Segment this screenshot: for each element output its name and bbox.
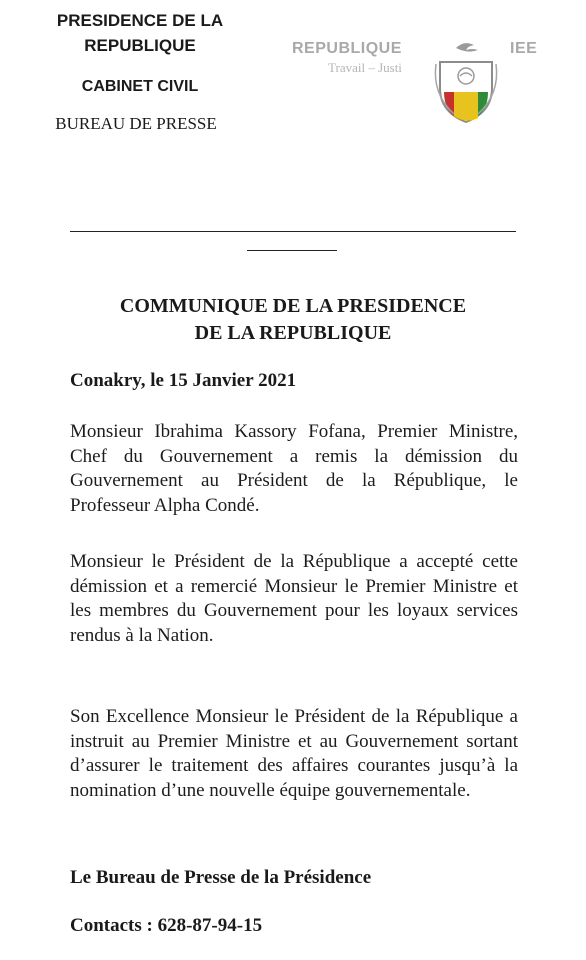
- issuer-block: [30, 8, 250, 136]
- issuer-line-1: PRESIDENCE DE LA: [56, 11, 224, 30]
- divider-long: [70, 231, 516, 232]
- signature: Le Bureau de Presse de la Présidence: [70, 867, 372, 888]
- republic-header: [292, 40, 562, 76]
- republic-label-suffix: IEE: [510, 40, 538, 57]
- dateline: Conakry, le 15 Janvier 2021: [70, 370, 297, 391]
- communique-title: [40, 293, 546, 347]
- divider-short: [247, 250, 337, 251]
- republic-label: REPUBLIQUE: [292, 40, 402, 57]
- contacts: Contacts : 628-87-94-15: [70, 915, 263, 936]
- issuer-line-2: REPUBLIQUE: [84, 36, 196, 55]
- title-line-2: DE LA REPUBLIQUE: [194, 322, 392, 344]
- title-line-1: COMMUNIQUE DE LA PRESIDENCE: [119, 295, 467, 317]
- paragraph-3: Son Excellence Monsieur le Président de la République a instruit au Premier Ministre et au Gouvernement sortant d’assurer le traitement des affaires courantes jusqu’à la nomination d’une nouvelle équipe gouvernementale.: [70, 706, 518, 801]
- paragraph-1: Monsieur Ibrahima Kassory Fofana, Premier Ministre, Chef du Gouvernement a remis la démission du Gouvernement au Président de la République, le Professeur Alpha Condé.: [70, 421, 518, 516]
- bureau-label: BUREAU DE PRESSE: [55, 114, 217, 133]
- paragraph-2: Monsieur le Président de la République a accepté cette démission et a remercié Monsieur le Premier Ministre et les membres du Gouvernement pour les loyaux services rendus à la Nation.: [70, 551, 518, 646]
- motto-label: Travail – Justi: [328, 60, 402, 75]
- coat-of-arms-icon: [430, 38, 502, 126]
- cabinet-label: CABINET CIVIL: [81, 78, 199, 95]
